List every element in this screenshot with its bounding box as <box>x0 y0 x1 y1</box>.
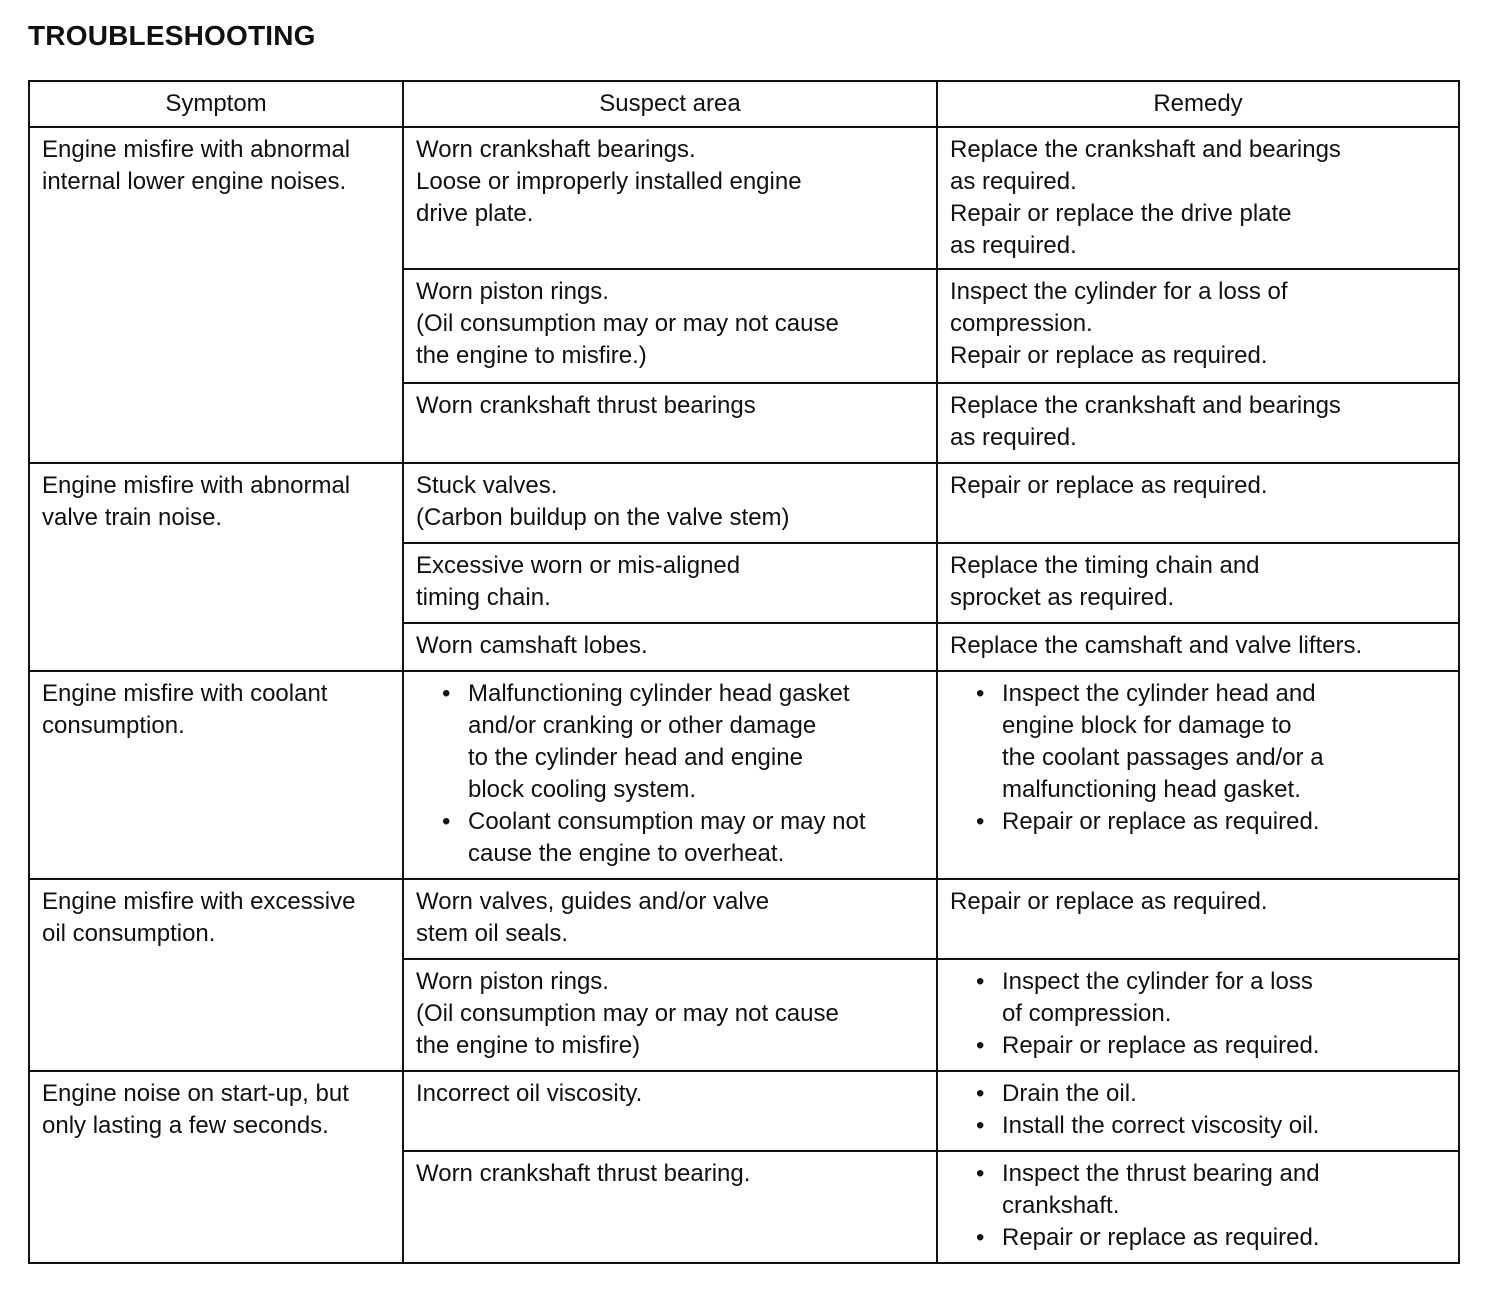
list-item <box>976 1158 1446 1222</box>
symptom-line: only lasting a few seconds. <box>42 1112 329 1139</box>
troubleshooting-table <box>28 80 1460 1264</box>
suspect-line: Worn piston rings. <box>416 968 609 995</box>
symptom-line: Engine misfire with abnormal <box>42 136 351 163</box>
suspect-line: Worn piston rings. <box>416 278 609 305</box>
suspect-cell <box>403 623 937 671</box>
header-row <box>29 81 1459 127</box>
list-item <box>976 678 1446 806</box>
symptom-line: oil consumption. <box>42 920 216 947</box>
suspect-line: Loose or improperly installed engine <box>416 168 802 195</box>
remedy-line: of compression. <box>1002 1000 1172 1027</box>
remedy-line: as required. <box>950 424 1077 451</box>
suspect-cell <box>403 463 937 543</box>
remedy-line: • Repair or replace as required. <box>1002 808 1320 835</box>
suspect-line: the engine to misfire) <box>416 1032 641 1059</box>
suspect-cell <box>403 127 937 269</box>
remedy-bullet-list <box>950 966 1446 1062</box>
remedy-line: as required. <box>950 168 1077 195</box>
list-item <box>976 1222 1446 1254</box>
suspect-line: drive plate. <box>416 200 534 227</box>
remedy-cell <box>937 1151 1459 1263</box>
remedy-line: • Install the correct viscosity oil. <box>1002 1112 1320 1139</box>
suspect-bullet-list <box>416 678 924 870</box>
remedy-line: Replace the timing chain and <box>950 552 1260 579</box>
table-row <box>29 127 1459 269</box>
remedy-line: • Inspect the thrust bearing and <box>1002 1160 1320 1187</box>
remedy-line: Repair or replace as required. <box>950 472 1268 499</box>
remedy-cell <box>937 269 1459 383</box>
suspect-line: block cooling system. <box>468 776 697 803</box>
remedy-line: Replace the camshaft and valve lifters. <box>950 632 1363 659</box>
suspect-line: stem oil seals. <box>416 920 569 947</box>
symptom-cell <box>29 127 403 463</box>
list-item <box>442 806 924 870</box>
remedy-line: • Repair or replace as required. <box>1002 1224 1320 1251</box>
remedy-line: engine block for damage to <box>1002 712 1292 739</box>
suspect-cell <box>403 1151 937 1263</box>
symptom-line: Engine misfire with abnormal <box>42 472 351 499</box>
symptom-line: Engine misfire with excessive <box>42 888 356 915</box>
remedy-bullet-list <box>950 1078 1446 1142</box>
suspect-cell <box>403 879 937 959</box>
suspect-line: Worn crankshaft thrust bearings <box>416 392 756 419</box>
remedy-line: Repair or replace as required. <box>950 888 1268 915</box>
remedy-line: malfunctioning head gasket. <box>1002 776 1301 803</box>
suspect-cell <box>403 1071 937 1151</box>
symptom-line: internal lower engine noises. <box>42 168 347 195</box>
suspect-cell <box>403 269 937 383</box>
suspect-cell <box>403 543 937 623</box>
remedy-cell <box>937 543 1459 623</box>
remedy-cell <box>937 127 1459 269</box>
header-remedy: Remedy <box>937 81 1459 127</box>
list-item <box>976 966 1446 1030</box>
remedy-cell <box>937 623 1459 671</box>
remedy-line: Replace the crankshaft and bearings <box>950 136 1341 163</box>
list-item <box>976 806 1446 838</box>
remedy-cell <box>937 463 1459 543</box>
suspect-cell <box>403 959 937 1071</box>
remedy-line: • Drain the oil. <box>1002 1080 1137 1107</box>
symptom-cell <box>29 463 403 671</box>
table-row <box>29 671 1459 879</box>
remedy-line: crankshaft. <box>1002 1192 1120 1219</box>
symptom-cell <box>29 1071 403 1263</box>
suspect-line: (Oil consumption may or may not cause <box>416 310 839 337</box>
remedy-cell <box>937 1071 1459 1151</box>
suspect-line: Excessive worn or mis-aligned <box>416 552 741 579</box>
list-item <box>976 1110 1446 1142</box>
remedy-cell <box>937 383 1459 463</box>
table-row <box>29 463 1459 543</box>
list-item <box>442 678 924 806</box>
remedy-line: as required. <box>950 232 1077 259</box>
remedy-line: Repair or replace the drive plate <box>950 200 1292 227</box>
remedy-bullet-list <box>950 678 1446 838</box>
symptom-line: consumption. <box>42 712 185 739</box>
header-suspect-area: Suspect area <box>403 81 937 127</box>
remedy-line: the coolant passages and/or a <box>1002 744 1324 771</box>
remedy-line: Replace the crankshaft and bearings <box>950 392 1341 419</box>
page-title: TROUBLESHOOTING <box>28 20 316 51</box>
suspect-line: Worn crankshaft bearings. <box>416 136 696 163</box>
list-item <box>976 1030 1446 1062</box>
suspect-line: timing chain. <box>416 584 551 611</box>
suspect-cell <box>403 671 937 879</box>
suspect-line: to the cylinder head and engine <box>468 744 803 771</box>
suspect-line: Stuck valves. <box>416 472 558 499</box>
remedy-line: Inspect the cylinder for a loss of <box>950 278 1288 305</box>
remedy-line: • Inspect the cylinder head and <box>1002 680 1316 707</box>
remedy-bullet-list <box>950 1158 1446 1254</box>
symptom-cell <box>29 879 403 1071</box>
remedy-line: sprocket as required. <box>950 584 1175 611</box>
table-row <box>29 1071 1459 1151</box>
symptom-line: Engine misfire with coolant <box>42 680 328 707</box>
list-item <box>976 1078 1446 1110</box>
suspect-line: the engine to misfire.) <box>416 342 647 369</box>
suspect-line: Worn camshaft lobes. <box>416 632 648 659</box>
suspect-line: Worn valves, guides and/or valve <box>416 888 770 915</box>
suspect-line: • Malfunctioning cylinder head gasket <box>468 680 850 707</box>
remedy-line: • Repair or replace as required. <box>1002 1032 1320 1059</box>
suspect-line: (Carbon buildup on the valve stem) <box>416 504 790 531</box>
header-symptom: Symptom <box>29 81 403 127</box>
remedy-line: • Inspect the cylinder for a loss <box>1002 968 1313 995</box>
suspect-line: (Oil consumption may or may not cause <box>416 1000 839 1027</box>
symptom-cell <box>29 671 403 879</box>
remedy-cell <box>937 671 1459 879</box>
table-row <box>29 879 1459 959</box>
remedy-cell <box>937 879 1459 959</box>
suspect-line: • Coolant consumption may or may not <box>468 808 866 835</box>
symptom-line: Engine noise on start-up, but <box>42 1080 349 1107</box>
remedy-line: compression. <box>950 310 1093 337</box>
suspect-line: and/or cranking or other damage <box>468 712 817 739</box>
suspect-line: Worn crankshaft thrust bearing. <box>416 1160 751 1187</box>
suspect-cell <box>403 383 937 463</box>
suspect-line: cause the engine to overheat. <box>468 840 785 867</box>
remedy-line: Repair or replace as required. <box>950 342 1268 369</box>
symptom-line: valve train noise. <box>42 504 223 531</box>
suspect-line: Incorrect oil viscosity. <box>416 1080 643 1107</box>
remedy-cell <box>937 959 1459 1071</box>
